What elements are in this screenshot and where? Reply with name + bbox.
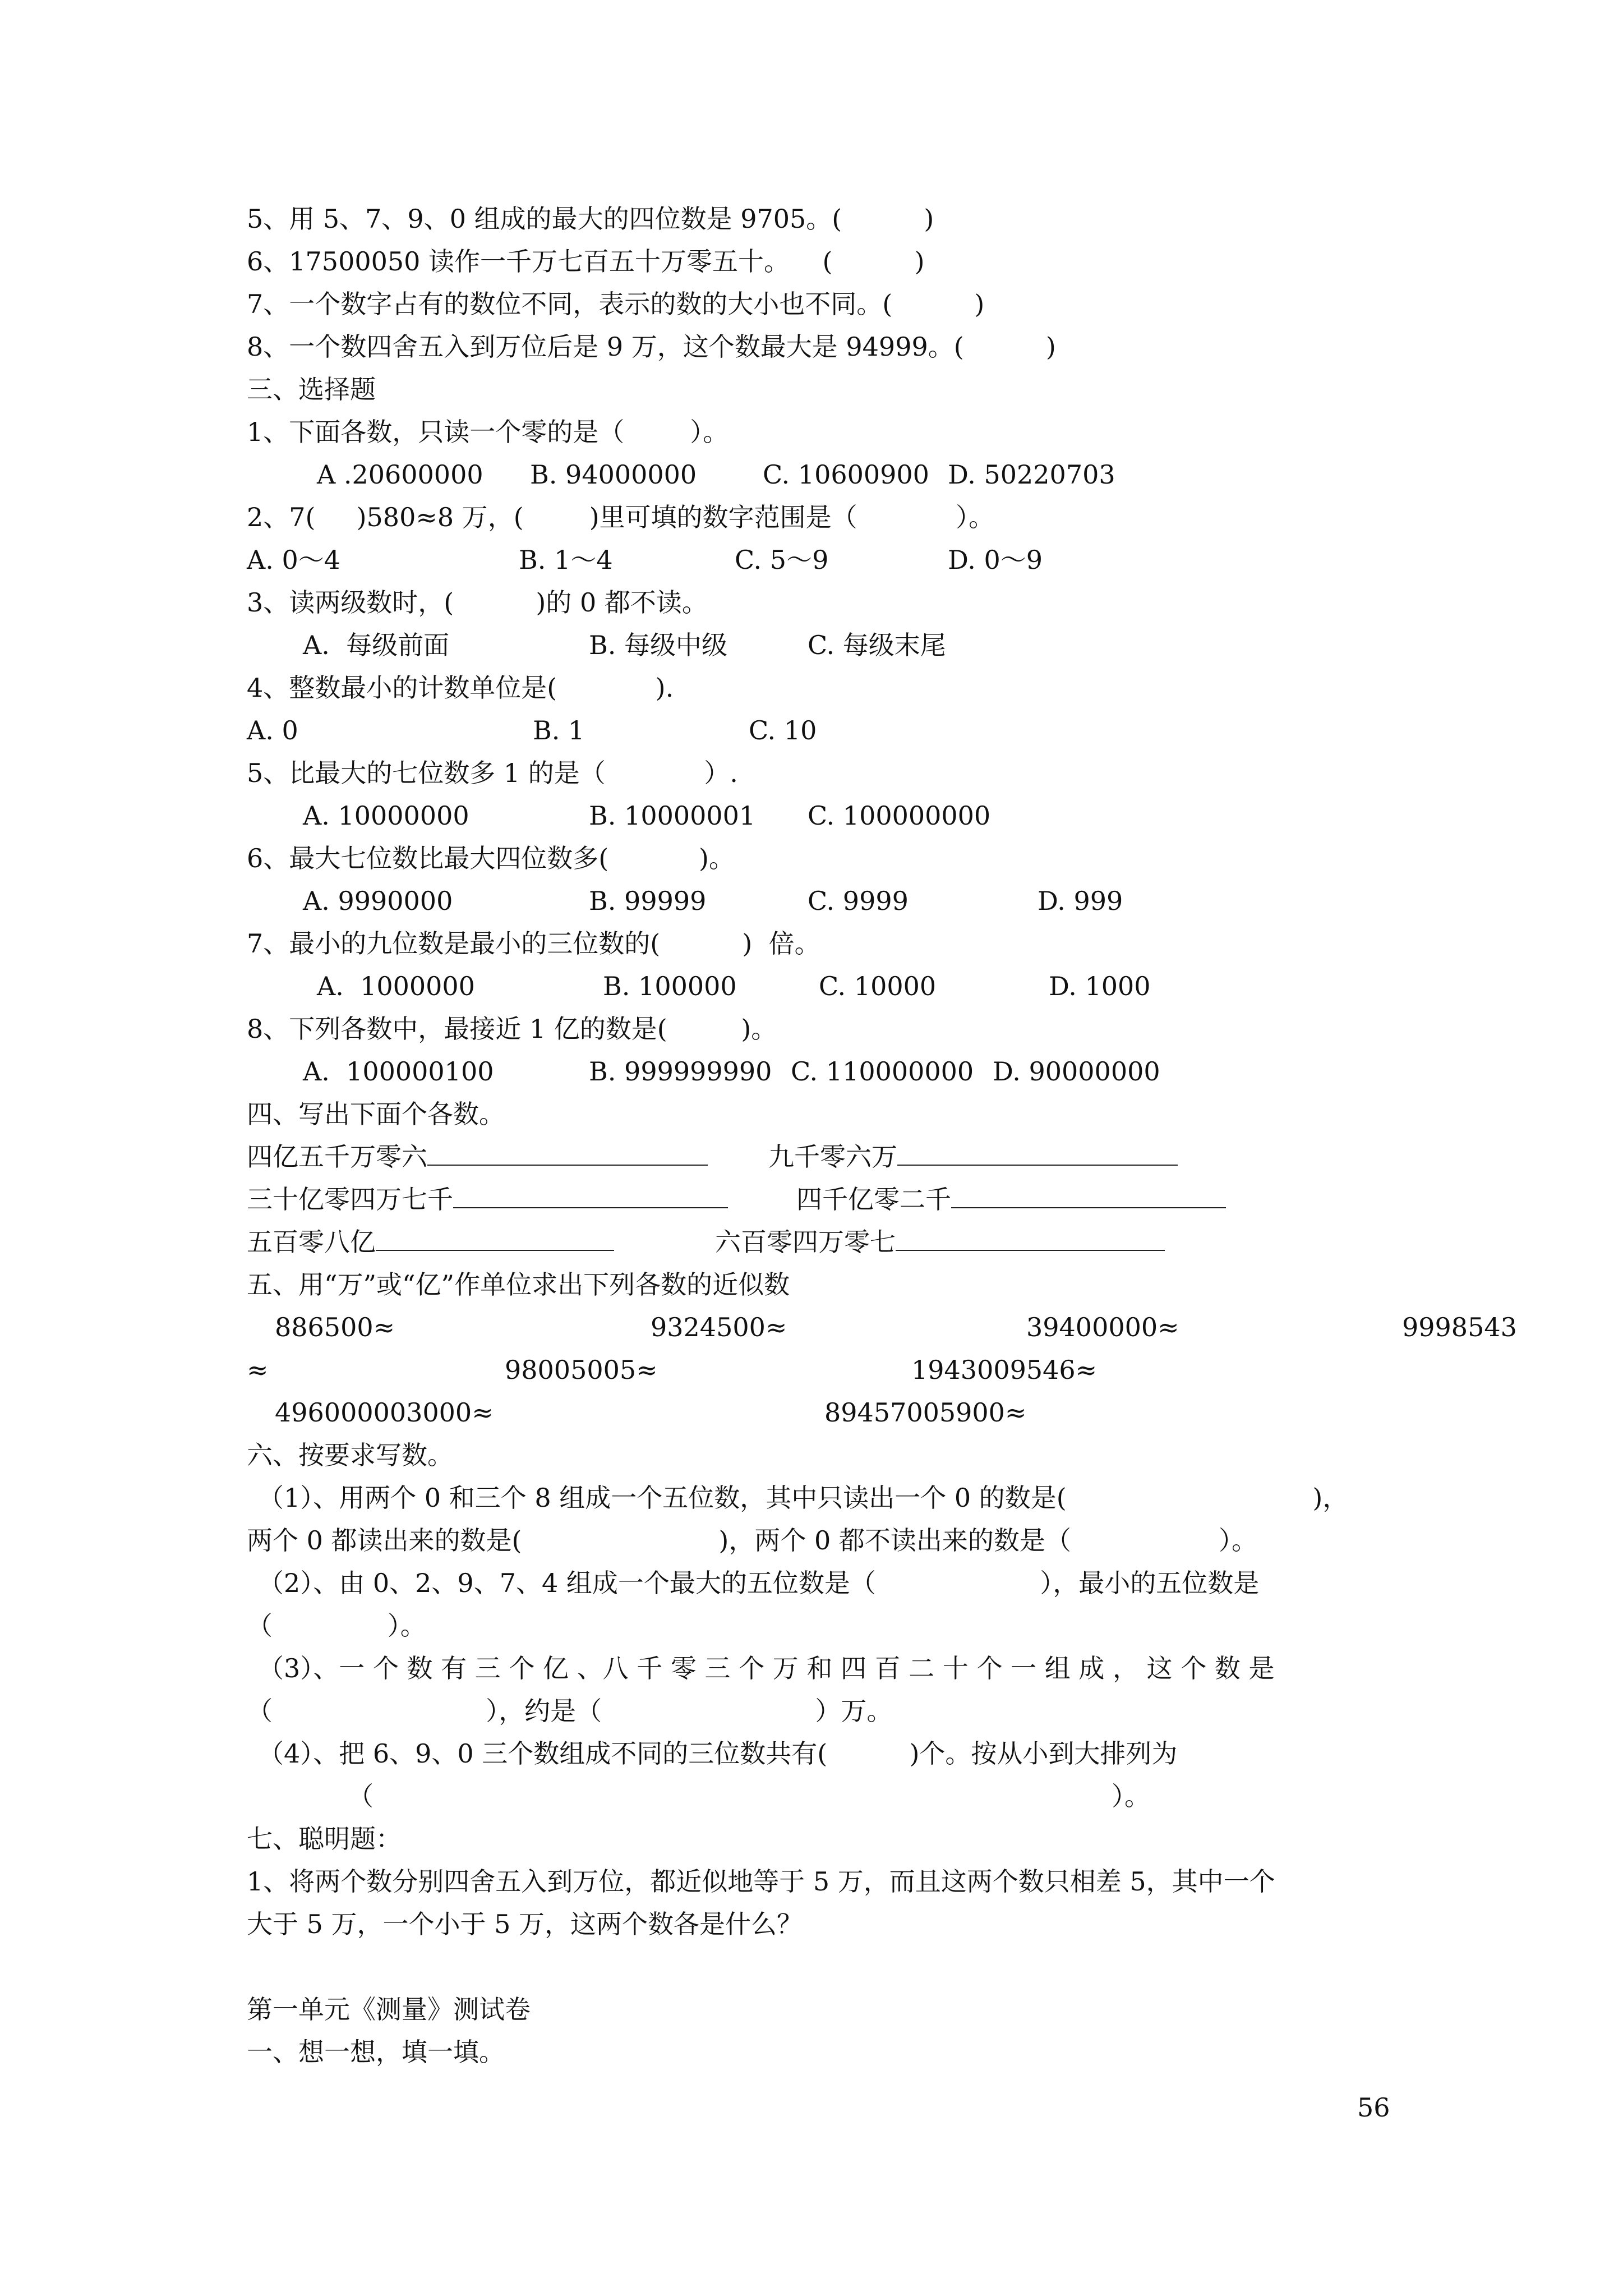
write-item-5-blank[interactable] [376, 1227, 614, 1251]
choice-q3-c: C. 每级末尾 [808, 630, 946, 660]
next-unit-title: 第一单元《测量》测试卷 [247, 1994, 531, 2024]
write-item-6 [715, 1226, 1165, 1258]
approx-item-2: 9324500≈ [651, 1312, 787, 1342]
write-item-2-blank[interactable] [897, 1142, 1178, 1166]
write-item-3 [247, 1184, 728, 1215]
approx-item-6: 1943009546≈ [911, 1355, 1098, 1385]
write-item-6-label: 六百零四万零七 [715, 1227, 896, 1257]
choice-q5: 5、比最大的七位数多 1 的是（ ）. [247, 758, 738, 788]
choice-q8: 8、下列各数中，最接近 1 亿的数是( )。 [247, 1014, 777, 1044]
approx-item-5: 98005005≈ [505, 1355, 658, 1385]
section6-line-3: （2）、由 0、2、9、7、4 组成一个最大的五位数是（ ），最小的五位数是 [258, 1568, 1260, 1598]
choice-q3-b: B. 每级中级 [589, 630, 728, 660]
section6-line-7: （4）、把 6、9、0 三个数组成不同的三位数共有( )个。按从小到大排列为 [258, 1738, 1178, 1769]
choice-q6-c: C. 9999 [808, 886, 909, 916]
approx-item-8: 89457005900≈ [824, 1397, 1027, 1428]
section7-title: 七、聪明题： [247, 1824, 402, 1854]
write-item-3-label: 三十亿零四万七千 [247, 1184, 453, 1214]
page-number: 56 [1357, 2092, 1390, 2123]
choice-q7-c: C. 10000 [819, 971, 937, 1001]
write-item-3-blank[interactable] [453, 1185, 728, 1208]
choice-q1-d: D. 50220703 [948, 459, 1115, 490]
choice-q5-c: C. 100000000 [808, 800, 991, 831]
write-item-4-blank[interactable] [951, 1185, 1226, 1208]
write-item-6-blank[interactable] [896, 1227, 1165, 1251]
write-item-1 [247, 1141, 708, 1172]
section6-line-1: （1）、用两个 0 和三个 8 组成一个五位数，其中只读出一个 0 的数是( )， [258, 1483, 1349, 1513]
choice-q7-d: D. 1000 [1049, 971, 1151, 1001]
choice-q2-a: A. 0～4 [247, 545, 340, 575]
choice-q2-b: B. 1～4 [519, 545, 613, 575]
section6-line-2: 两个 0 都读出来的数是( )，两个 0 都不读出来的数是（ ）。 [247, 1525, 1258, 1556]
choice-q6-d: D. 999 [1038, 886, 1123, 916]
choice-q4-a: A. 0 [247, 715, 298, 746]
section5-title: 五、用“万”或“亿”作单位求出下列各数的近似数 [247, 1269, 790, 1300]
approx-item-3: 39400000≈ [1026, 1312, 1179, 1342]
section6-line-5: （3）、一 个 数 有 三 个 亿 、八 千 零 三 个 万 和 四 百 二 十 个 一 组 成 ， 这 个 数 是 [258, 1653, 1275, 1683]
choice-q7-a: A. 1000000 [317, 971, 475, 1001]
judge-item-5: 5、用 5、7、9、0 组成的最大的四位数是 9705。( ) [247, 204, 934, 234]
choice-q6-b: B. 99999 [589, 886, 707, 916]
section6-line-8: （ ）。 [348, 1781, 1150, 1811]
write-item-4-label: 四千亿零二千 [796, 1184, 951, 1214]
choice-q4: 4、整数最小的计数单位是( ). [247, 673, 674, 703]
choice-q6-a: A. 9990000 [303, 886, 453, 916]
write-item-1-blank[interactable] [427, 1142, 708, 1166]
write-item-1-label: 四亿五千万零六 [247, 1142, 427, 1172]
section6-line-6: （ ），约是（ ）万。 [247, 1696, 893, 1726]
choice-q1: 1、下面各数，只读一个零的是（ ）。 [247, 417, 729, 447]
choice-q2-d: D. 0～9 [948, 545, 1043, 575]
choice-q2: 2、7( )580≈8 万，( )里可填的数字范围是（ ）。 [247, 502, 995, 532]
choice-q3: 3、读两级数时，( )的 0 都不读。 [247, 587, 708, 618]
choice-q2-c: C. 5～9 [735, 545, 829, 575]
section3-title: 三、选择题 [247, 374, 376, 404]
approx-item-4-sign: ≈ [247, 1355, 269, 1385]
choice-q8-c: C. 110000000 [791, 1056, 974, 1087]
choice-q6: 6、最大七位数比最大四位数多( )。 [247, 843, 735, 873]
choice-q1-c: C. 10600900 [763, 459, 929, 490]
judge-item-6: 6、17500050 读作一千万七百五十万零五十。 ( ) [247, 246, 925, 277]
choice-q7: 7、最小的九位数是最小的三位数的( ) 倍。 [247, 928, 820, 959]
approx-item-7: 496000003000≈ [275, 1397, 494, 1428]
section7-line-1: 1、将两个数分别四舍五入到万位，都近似地等于 5 万，而且这两个数只相差 5，其中一个 [247, 1866, 1275, 1897]
write-item-4 [796, 1184, 1226, 1215]
judge-item-8: 8、一个数四舍五入到万位后是 9 万，这个数最大是 94999。( ) [247, 332, 1056, 362]
judge-item-7: 7、一个数字占有的数位不同，表示的数的大小也不同。( ) [247, 289, 985, 319]
approx-item-1: 886500≈ [275, 1312, 395, 1342]
write-item-5-label: 五百零八亿 [247, 1227, 376, 1257]
write-item-2-label: 九千零六万 [768, 1142, 897, 1172]
approx-item-4: 9998543 [1402, 1312, 1517, 1342]
section6-title: 六、按要求写数。 [247, 1440, 453, 1470]
section4-title: 四、写出下面个各数。 [247, 1099, 505, 1129]
choice-q5-b: B. 10000001 [589, 800, 756, 831]
section6-line-4: （ ）。 [247, 1611, 426, 1641]
choice-q4-c: C. 10 [749, 715, 817, 746]
next-unit-subtitle: 一、想一想，填一填。 [247, 2037, 505, 2067]
choice-q8-b: B. 999999990 [589, 1056, 772, 1087]
write-item-5 [247, 1226, 614, 1258]
choice-q8-d: D. 90000000 [993, 1056, 1160, 1087]
choice-q8-a: A. 100000100 [303, 1056, 494, 1087]
choice-q4-b: B. 1 [533, 715, 585, 746]
choice-q1-b: B. 94000000 [530, 459, 697, 490]
write-item-2 [768, 1141, 1178, 1172]
choice-q7-b: B. 100000 [603, 971, 737, 1001]
choice-q5-a: A. 10000000 [303, 800, 469, 831]
choice-q3-a: A. 每级前面 [303, 630, 450, 660]
section7-line-2: 大于 5 万，一个小于 5 万，这两个数各是什么？ [247, 1909, 803, 1939]
choice-q1-a: A .20600000 [317, 459, 483, 490]
